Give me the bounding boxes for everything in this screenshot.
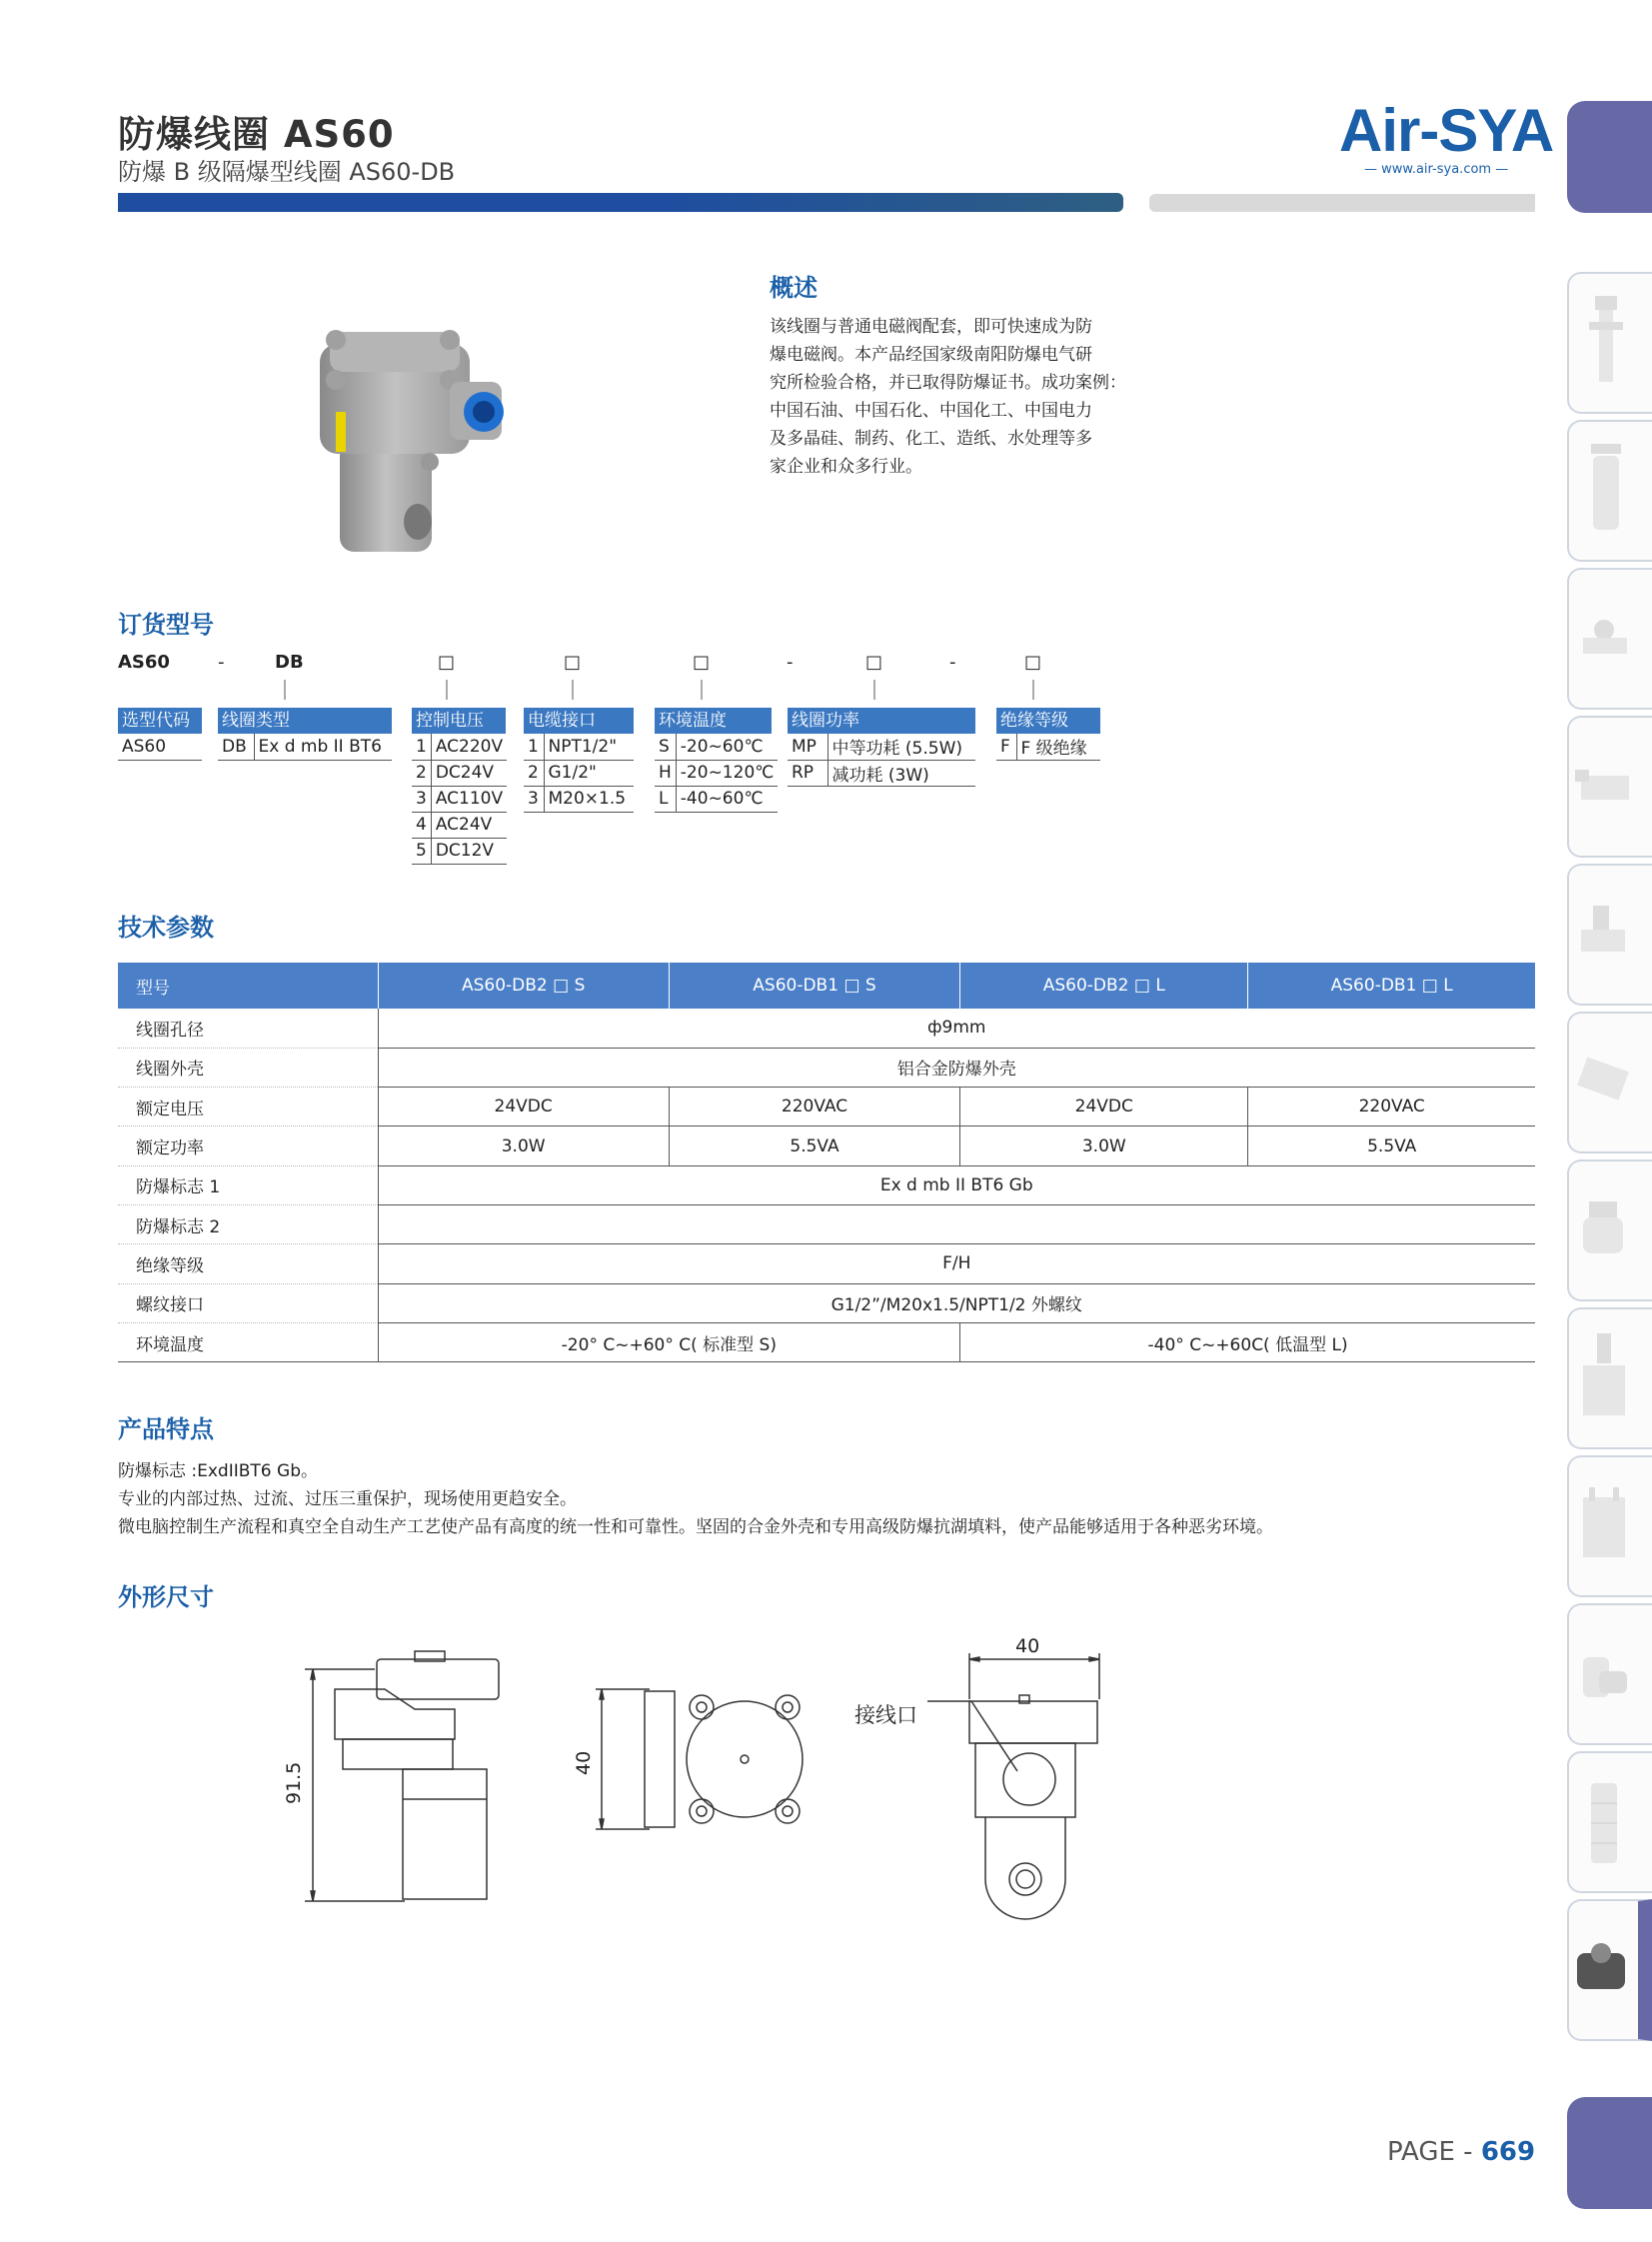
- gripper-icon: [1569, 1457, 1639, 1597]
- cylinder-icon: [1569, 866, 1639, 1006]
- side-tab-solenoid[interactable]: [1567, 716, 1652, 858]
- order-group-voltage: [412, 708, 506, 865]
- features-heading: 产品特点: [118, 1415, 214, 1443]
- side-tab-lubricator[interactable]: [1567, 420, 1652, 562]
- code-box-port: □: [564, 652, 582, 673]
- overview-heading: 概述: [770, 274, 818, 302]
- front-view-drawing: [899, 1639, 1119, 1939]
- code-dash: -: [949, 652, 956, 673]
- solenoid-icon: [1569, 718, 1639, 858]
- overview-line: 中国石油、中国石化、中国化工、中国电力: [770, 401, 1092, 421]
- order-group-header: 线圈功率: [788, 708, 975, 734]
- side-tab-regulator[interactable]: [1567, 1307, 1652, 1449]
- side-tab-actuator[interactable]: [1567, 1012, 1652, 1153]
- order-row: 3 AC110V: [412, 786, 507, 812]
- regulator-icon: [1569, 1309, 1639, 1449]
- spec-row: 线圈孔径 ф9mm: [118, 1009, 1535, 1048]
- spec-col-header: AS60-DB1 □ L: [1248, 963, 1535, 1009]
- side-tab-valve[interactable]: [1567, 568, 1652, 710]
- code-box-voltage: □: [438, 652, 456, 673]
- overview-text: [770, 313, 1169, 481]
- feature-line: 专业的内部过热、过流、过压三重保护，现场使用更趋安全。: [118, 1489, 577, 1509]
- spec-col-header: 型号: [118, 963, 378, 1009]
- header-bar-gray: [1149, 194, 1535, 212]
- side-tab-gripper[interactable]: [1567, 1455, 1652, 1597]
- spec-col-header: AS60-DB2 □ L: [960, 963, 1248, 1009]
- filter-icon: [1569, 274, 1639, 414]
- spec-row: 防爆标志 2: [118, 1204, 1535, 1243]
- overview-line: 家企业和众多行业。: [770, 457, 922, 477]
- spec-row: 额定电压 24VDC 220VAC 24VDC 220VAC: [118, 1088, 1535, 1126]
- side-tab-pump[interactable]: [1567, 1159, 1652, 1301]
- dim-width-front: 40: [1015, 1635, 1040, 1657]
- coil-icon: [1569, 1901, 1633, 2041]
- order-heading: 订货型号: [118, 611, 214, 639]
- spec-row: 额定功率 3.0W 5.5VA 3.0W 5.5VA: [118, 1126, 1535, 1165]
- fitting-icon: [1569, 1605, 1639, 1745]
- order-row: AS60: [118, 734, 202, 760]
- code-as60: AS60: [118, 652, 170, 673]
- order-row: 2 G1/2": [524, 760, 634, 786]
- side-tab-bottom[interactable]: [1567, 2097, 1652, 2209]
- order-group-coil-type: [218, 708, 392, 761]
- pump-icon: [1569, 1161, 1639, 1301]
- order-row: F F 级绝缘: [996, 734, 1100, 760]
- code-box-insulation: □: [1024, 652, 1042, 673]
- side-tab-cylinder[interactable]: [1567, 864, 1652, 1006]
- order-row: 1 NPT1/2": [524, 734, 634, 760]
- order-group-port: [524, 708, 634, 813]
- silencer-icon: [1569, 1753, 1639, 1893]
- spec-table: [118, 963, 1535, 1362]
- order-row: H -20~120℃: [655, 760, 778, 786]
- order-group-header: 电缆接口: [524, 708, 634, 734]
- feature-line: 微电脑控制生产流程和真空全自动生产工艺使产品有高度的统一性和可靠性。坚固的合金外壳和专用高级防爆抗湖填料，使产品能够适用于各种恶劣环境。: [118, 1517, 1273, 1537]
- lubricator-icon: [1569, 422, 1639, 562]
- top-view-drawing: [590, 1679, 820, 1859]
- spec-col-header: AS60-DB2 □ S: [378, 963, 669, 1009]
- order-group-header: 环境温度: [655, 708, 772, 734]
- order-row: 3 M20×1.5: [524, 786, 634, 812]
- brand-logo: Air-SYA: [1339, 97, 1554, 164]
- page-title: 防爆线圈 AS60: [118, 113, 395, 156]
- overview-line: 及多晶硅、制药、化工、造纸、水处理等多: [770, 429, 1092, 449]
- order-group-header: 控制电压: [412, 708, 506, 734]
- code-box-power: □: [865, 652, 883, 673]
- order-group-header: 线圈类型: [218, 708, 392, 734]
- order-row: S -20~60℃: [655, 734, 778, 760]
- order-row: 2 DC24V: [412, 760, 507, 786]
- valve-icon: [1569, 570, 1639, 710]
- order-group-header: 绝缘等级: [996, 708, 1100, 734]
- order-row: MP 中等功耗 (5.5W): [788, 734, 975, 760]
- spec-row: 绝缘等级 F/H: [118, 1244, 1535, 1283]
- code-db: DB: [275, 652, 304, 673]
- brand-url: — www.air-sya.com —: [1364, 162, 1509, 177]
- product-photo: [300, 322, 512, 562]
- order-group-insulation: [996, 708, 1100, 761]
- dimensions-heading: 外形尺寸: [118, 1583, 214, 1611]
- spec-row: 线圈外壳 铝合金防爆外壳: [118, 1048, 1535, 1087]
- dim-height: 91.5: [283, 1761, 305, 1804]
- order-group-header: 选型代码: [118, 708, 202, 734]
- spec-col-header: AS60-DB1 □ S: [669, 963, 959, 1009]
- side-tab-silencer[interactable]: [1567, 1751, 1652, 1893]
- side-view-drawing: [285, 1639, 525, 1909]
- order-row: RP 减功耗 (3W): [788, 760, 975, 786]
- features-text: [118, 1457, 1537, 1541]
- code-box-temp: □: [693, 652, 711, 673]
- overview-line: 究所检验合格，并已取得防爆证书。成功案例：: [770, 373, 1126, 393]
- spec-row: 防爆标志 1 Ex d mb II BT6 Gb: [118, 1165, 1535, 1204]
- order-row: 4 AC24V: [412, 812, 507, 838]
- side-tab-coil-active[interactable]: [1567, 1899, 1652, 2041]
- page-subtitle: 防爆 B 级隔爆型线圈 AS60-DB: [118, 158, 456, 186]
- order-row: 5 DC12V: [412, 838, 507, 864]
- spec-row: 环境温度 -20° C~+60° C( 标准型 S) -40° C~+60C( 低温型 L): [118, 1322, 1535, 1361]
- code-connector-lines: [0, 678, 1099, 708]
- side-tab-fitting[interactable]: [1567, 1603, 1652, 1745]
- order-row: 1 AC220V: [412, 734, 507, 760]
- order-group-power: [788, 708, 975, 787]
- actuator-icon: [1569, 1014, 1639, 1153]
- port-label: 接线口: [854, 1703, 917, 1727]
- dim-width-side: 40: [573, 1750, 595, 1775]
- side-tab-filter[interactable]: [1567, 272, 1652, 414]
- order-group-temp: [655, 708, 775, 813]
- overview-line: 该线圈与普通电磁阀配套，即可快速成为防: [770, 317, 1092, 337]
- code-dash: -: [787, 652, 794, 673]
- side-tab-top[interactable]: [1567, 101, 1652, 213]
- spec-heading: 技术参数: [118, 914, 214, 942]
- overview-line: 爆电磁阀。本产品经国家级南阳防爆电气研: [770, 345, 1092, 365]
- order-row: DB Ex d mb II BT6: [218, 734, 392, 760]
- spec-header-row: [118, 963, 1535, 1009]
- spec-row: 螺纹接口 G1/2”/M20x1.5/NPT1/2 外螺纹: [118, 1283, 1535, 1322]
- feature-line: 防爆标志 :ExdIIBT6 Gb。: [118, 1461, 318, 1481]
- page-number: PAGE - 669: [1387, 2137, 1536, 2167]
- header-bar: [118, 193, 1123, 212]
- code-dash: -: [218, 652, 225, 673]
- order-row: L -40~60℃: [655, 786, 778, 812]
- order-group-code: [118, 708, 202, 761]
